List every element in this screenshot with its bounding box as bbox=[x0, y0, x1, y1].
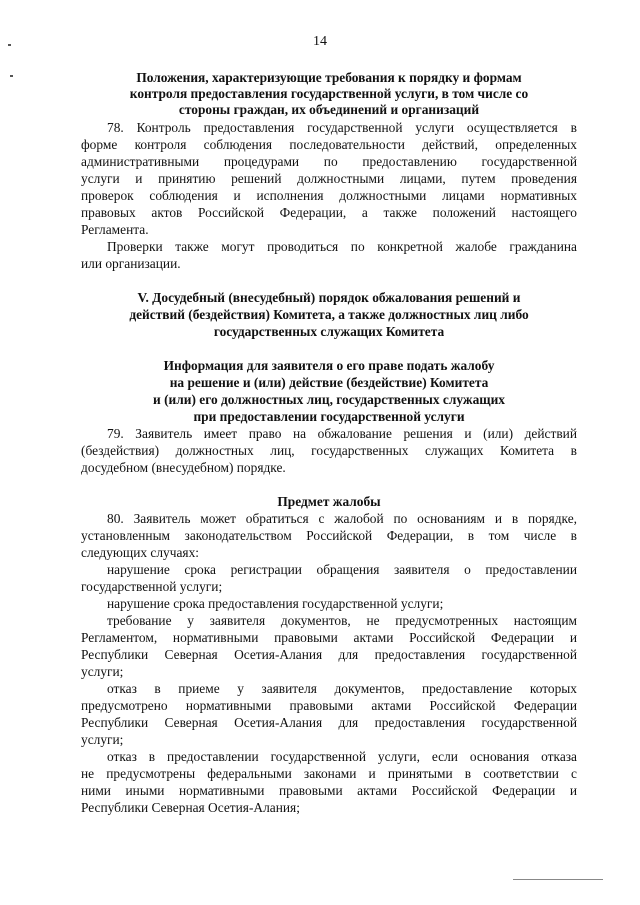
text-line: Проверки также могут проводиться по конкретной жалобе гражданина bbox=[107, 239, 577, 254]
heading-line: Предмет жалобы bbox=[277, 494, 381, 509]
text-line: требование у заявителя документов, не предусмотренных настоящим bbox=[107, 613, 577, 628]
page-number: 14 bbox=[313, 34, 327, 49]
text-line: 80. Заявитель может обратиться с жалобой по основаниям и в порядке, bbox=[107, 511, 577, 526]
text-line: 79. Заявитель имеет право на обжалование решения и (или) действий bbox=[107, 426, 577, 441]
text-line: (бездействия) должностных лиц, государственных служащих Комитета в bbox=[81, 443, 577, 458]
heading-line: V. Досудебный (внесудебный) порядок обжалования решений и bbox=[137, 290, 521, 305]
text-line: следующих случаях: bbox=[81, 545, 199, 560]
heading-line: контроля предоставления государственной услуги, в том числе со bbox=[129, 86, 529, 101]
heading-line: государственных служащих Комитета bbox=[213, 324, 445, 339]
text-line: отказ в предоставлении государственной услуги, если основания отказа bbox=[107, 749, 577, 764]
text-line: досудебном (внесудебном) порядке. bbox=[81, 460, 286, 475]
text-line: нарушение срока предоставления государственной услуги; bbox=[107, 596, 444, 611]
scan-mark bbox=[10, 75, 13, 77]
heading-line: Положения, характеризующие требования к порядку и формам bbox=[136, 70, 522, 85]
text-line: Республики Северная Осетия-Алания для предоставления государственной bbox=[81, 715, 577, 730]
text-line: Республики Северная Осетия-Алания; bbox=[81, 800, 300, 815]
heading-line: при предоставлении государственной услуги bbox=[193, 409, 465, 424]
text-line: государственной услуги; bbox=[81, 579, 223, 594]
scan-mark bbox=[8, 44, 11, 46]
heading-line: и (или) его должностных лиц, государственных служащих bbox=[153, 392, 505, 407]
text-line: Регламента. bbox=[81, 222, 149, 237]
text-line: форме контроля соблюдения последовательности действий, определенных bbox=[81, 137, 577, 152]
text-line: услуги; bbox=[81, 732, 124, 747]
text-line: 78. Контроль предоставления государственной услуги осуществляется в bbox=[107, 120, 577, 135]
text-line: услуги и принятию решений должностными лицами, путем проведения bbox=[81, 171, 577, 186]
text-line: отказ в приеме у заявителя документов, предоставление которых bbox=[107, 681, 577, 696]
text-line: правовых актов Российской Федерации, а также положений настоящего bbox=[81, 205, 577, 220]
text-line: административными процедурами по предоставлению государственной bbox=[81, 154, 577, 169]
heading-line: действий (бездействия) Комитета, а также должностных лиц либо bbox=[129, 307, 529, 322]
text-line: установленным законодательством Российской Федерации, в том числе в bbox=[81, 528, 577, 543]
heading-line: на решение и (или) действие (бездействие) Комитета bbox=[169, 375, 489, 390]
text-line: нарушение срока регистрации обращения заявителя о предоставлении bbox=[107, 562, 577, 577]
heading-line: Информация для заявителя о его праве подать жалобу bbox=[163, 358, 495, 373]
footer-line bbox=[513, 879, 603, 880]
text-line: проверок соблюдения и исполнения должностными лицами нормативных bbox=[81, 188, 577, 203]
text-line: или организации. bbox=[81, 256, 181, 271]
text-line: Республики Северная Осетия-Алания для предоставления государственной bbox=[81, 647, 577, 662]
heading-line: стороны граждан, их объединений и организаций bbox=[178, 102, 480, 117]
text-line: предусмотрено нормативными правовыми актами Российской Федерации bbox=[81, 698, 577, 713]
text-line: ними иными нормативными правовыми актами Российской Федерации и bbox=[81, 783, 577, 798]
text-line: услуги; bbox=[81, 664, 124, 679]
text-line: Регламентом, нормативными правовыми актами Российской Федерации и bbox=[81, 630, 577, 645]
text-line: не предусмотрены федеральными законами и принятыми в соответствии с bbox=[81, 766, 577, 781]
